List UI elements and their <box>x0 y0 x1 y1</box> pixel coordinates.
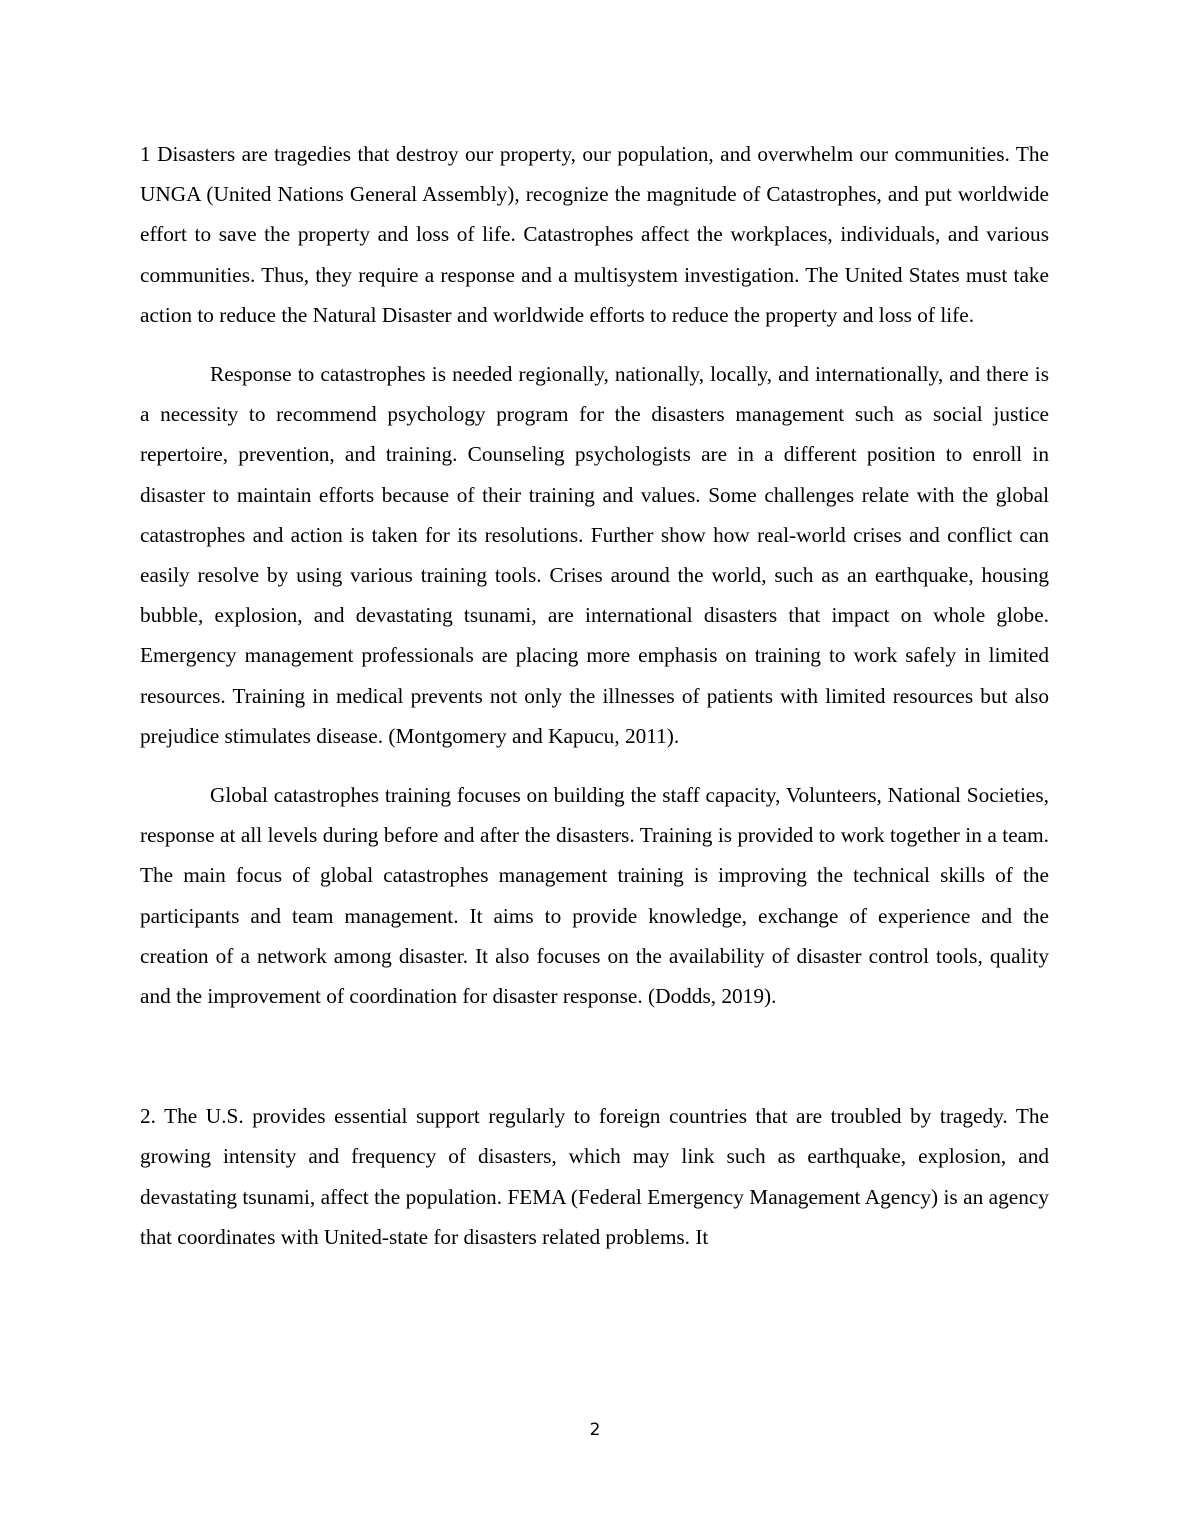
paragraph-2-response: Response to catastrophes is needed regionally, nationally, locally, and internationally, and there is a necessity to recommend psychology program for the disasters management such as social justice repertoire, prevention, and training. Counseling psychologists are in a different position to enroll in disaster to maintain efforts because of their training and values. Some challenges relate with the global catastrophes and action is taken for its resolutions. Further show how real-world crises and conflict can easily resolve by using various training tools. Crises around the world, such as an earthquake, housing bubble, explosion, and devastating tsunami, are international disasters that impact on whole globe. Emergency management professionals are placing more emphasis on training to work safely in limited resources. Training in medical prevents not only the illnesses of patients with limited resources but also prejudice stimulates disease. (Montgomery and Kapucu, 2011). <box>140 362 1049 748</box>
paragraph-3-training: Global catastrophes training focuses on building the staff capacity, Volunteers, National Societies, response at all levels during before and after the disasters. Training is provided to work together in a team. The main focus of global catastrophes management training is improving the technical skills of the participants and team management. It aims to provide knowledge, exchange of experience and the creation of a network among disaster. It also focuses on the availability of disaster control tools, quality and the improvement of coordination for disaster response. (Dodds, 2019). <box>140 783 1049 1009</box>
paragraph-spacer <box>140 756 1049 775</box>
paragraph-4-us-support: 2. The U.S. provides essential support regularly to foreign countries that are troubled by tragedy. The growing intensity and frequency of disasters, which may link such as earthquake, explosion, and devastating tsunami, affect the population. FEMA (Federal Emergency Management Agency) is an agency that coordinates with United-state for disasters related problems. It <box>140 1104 1049 1249</box>
page-number: 2 <box>589 1420 601 1440</box>
section-spacer <box>140 1016 1049 1096</box>
paragraph-1-intro: 1 Disasters are tragedies that destroy our property, our population, and overwhelm our communities. The UNGA (United Nations General Assembly), recognize the magnitude of Catastrophes, and put worldwide effort to save the property and loss of life. Catastrophes affect the workplaces, individuals, and various communities. Thus, they require a response and a multisystem investigation. The United States must take action to reduce the Natural Disaster and worldwide efforts to reduce the property and loss of life. <box>140 142 1049 327</box>
document-body <box>140 134 1049 1257</box>
paragraph-spacer <box>140 335 1049 354</box>
